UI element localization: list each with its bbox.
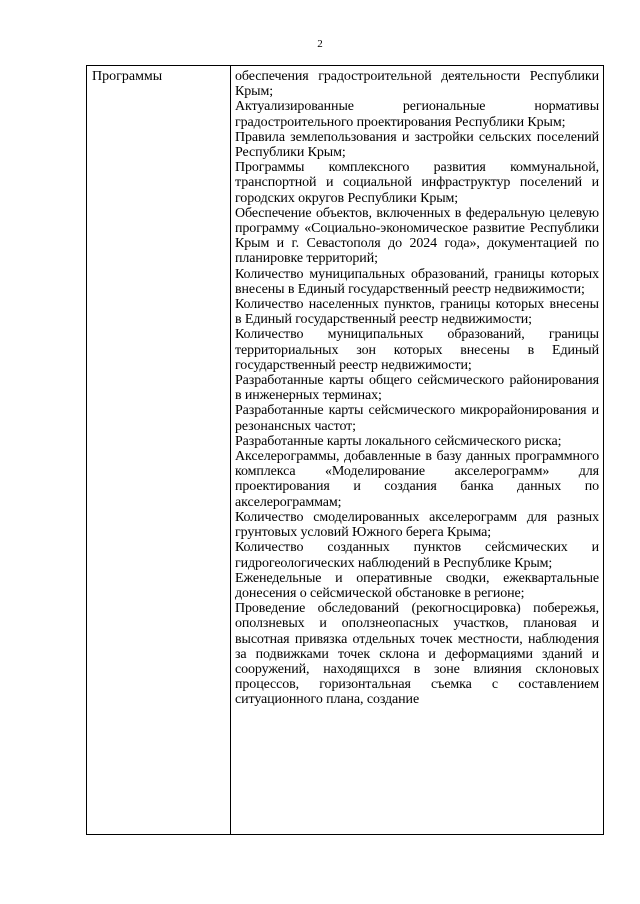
list-item: Акселерограммы, добавленные в базу данных программного комплекса «Моделирование акселерограмм» для проектирования и создания банка данных по акселерограммам; — [235, 449, 599, 510]
list-item: Обеспечение объектов, включенных в федеральную целевую программу «Социально-экономическое развитие Республики Крым и г. Севастополя до 2024 года», документацией по планировке территорий; — [235, 205, 599, 267]
list-item: Количество созданных пунктов сейсмических и гидрогеологических наблюдений в Республике Крым; — [235, 540, 599, 571]
row-label-cell: Программы — [92, 69, 163, 84]
page-number: 2 — [317, 38, 323, 50]
list-item: Еженедельные и оперативные сводки, ежеквартальные донесения о сейсмической обстановке в регионе; — [235, 570, 599, 601]
list-item: Проведение обследований (рекогносцировка) побережья, оползневых и оползнеопасных участков, плановая и высотная привязка отдельных точек местности, наблюдения за подвижками точек склона и деформациями зданий и сооружений, находящихся в зоне влияния склоновых процессов, горизонтальная съемка с составлением ситуационного плана, создание — [235, 601, 599, 708]
list-item: Разработанные карты общего сейсмического районирования в инженерных терминах; — [235, 373, 599, 404]
list-item: обеспечения градостроительной деятельности Республики Крым; — [235, 69, 599, 100]
list-item: Актуализированные региональные нормативы градостроительного проектирования Республики Крым; — [235, 99, 599, 130]
list-item: Разработанные карты сейсмического микрорайонирования и резонансных частот; — [235, 403, 599, 434]
list-item: Программы комплексного развития коммунальной, транспортной и социальной инфраструктур поселений и городских округов Республики Крым; — [235, 160, 599, 206]
list-item: Количество смоделированных акселерограмм для разных грунтовых условий Южного берега Крыма; — [235, 509, 599, 541]
row-content-cell — [235, 69, 599, 708]
list-item: Разработанные карты локального сейсмического риска; — [235, 433, 562, 449]
list-item: Количество муниципальных образований, границы территориальных зон которых внесены в Единый государственный реестр недвижимости; — [235, 327, 599, 373]
list-item: Правила землепользования и застройки сельских поселений Республики Крым; — [235, 129, 599, 161]
list-item: Количество муниципальных образований, границы которых внесены в Единый государственный реестр недвижимости; — [235, 266, 599, 297]
program-table — [86, 65, 604, 835]
column-divider — [230, 66, 231, 834]
list-item: Количество населенных пунктов, границы которых внесены в Единый государственный реестр недвижимости; — [235, 297, 599, 328]
